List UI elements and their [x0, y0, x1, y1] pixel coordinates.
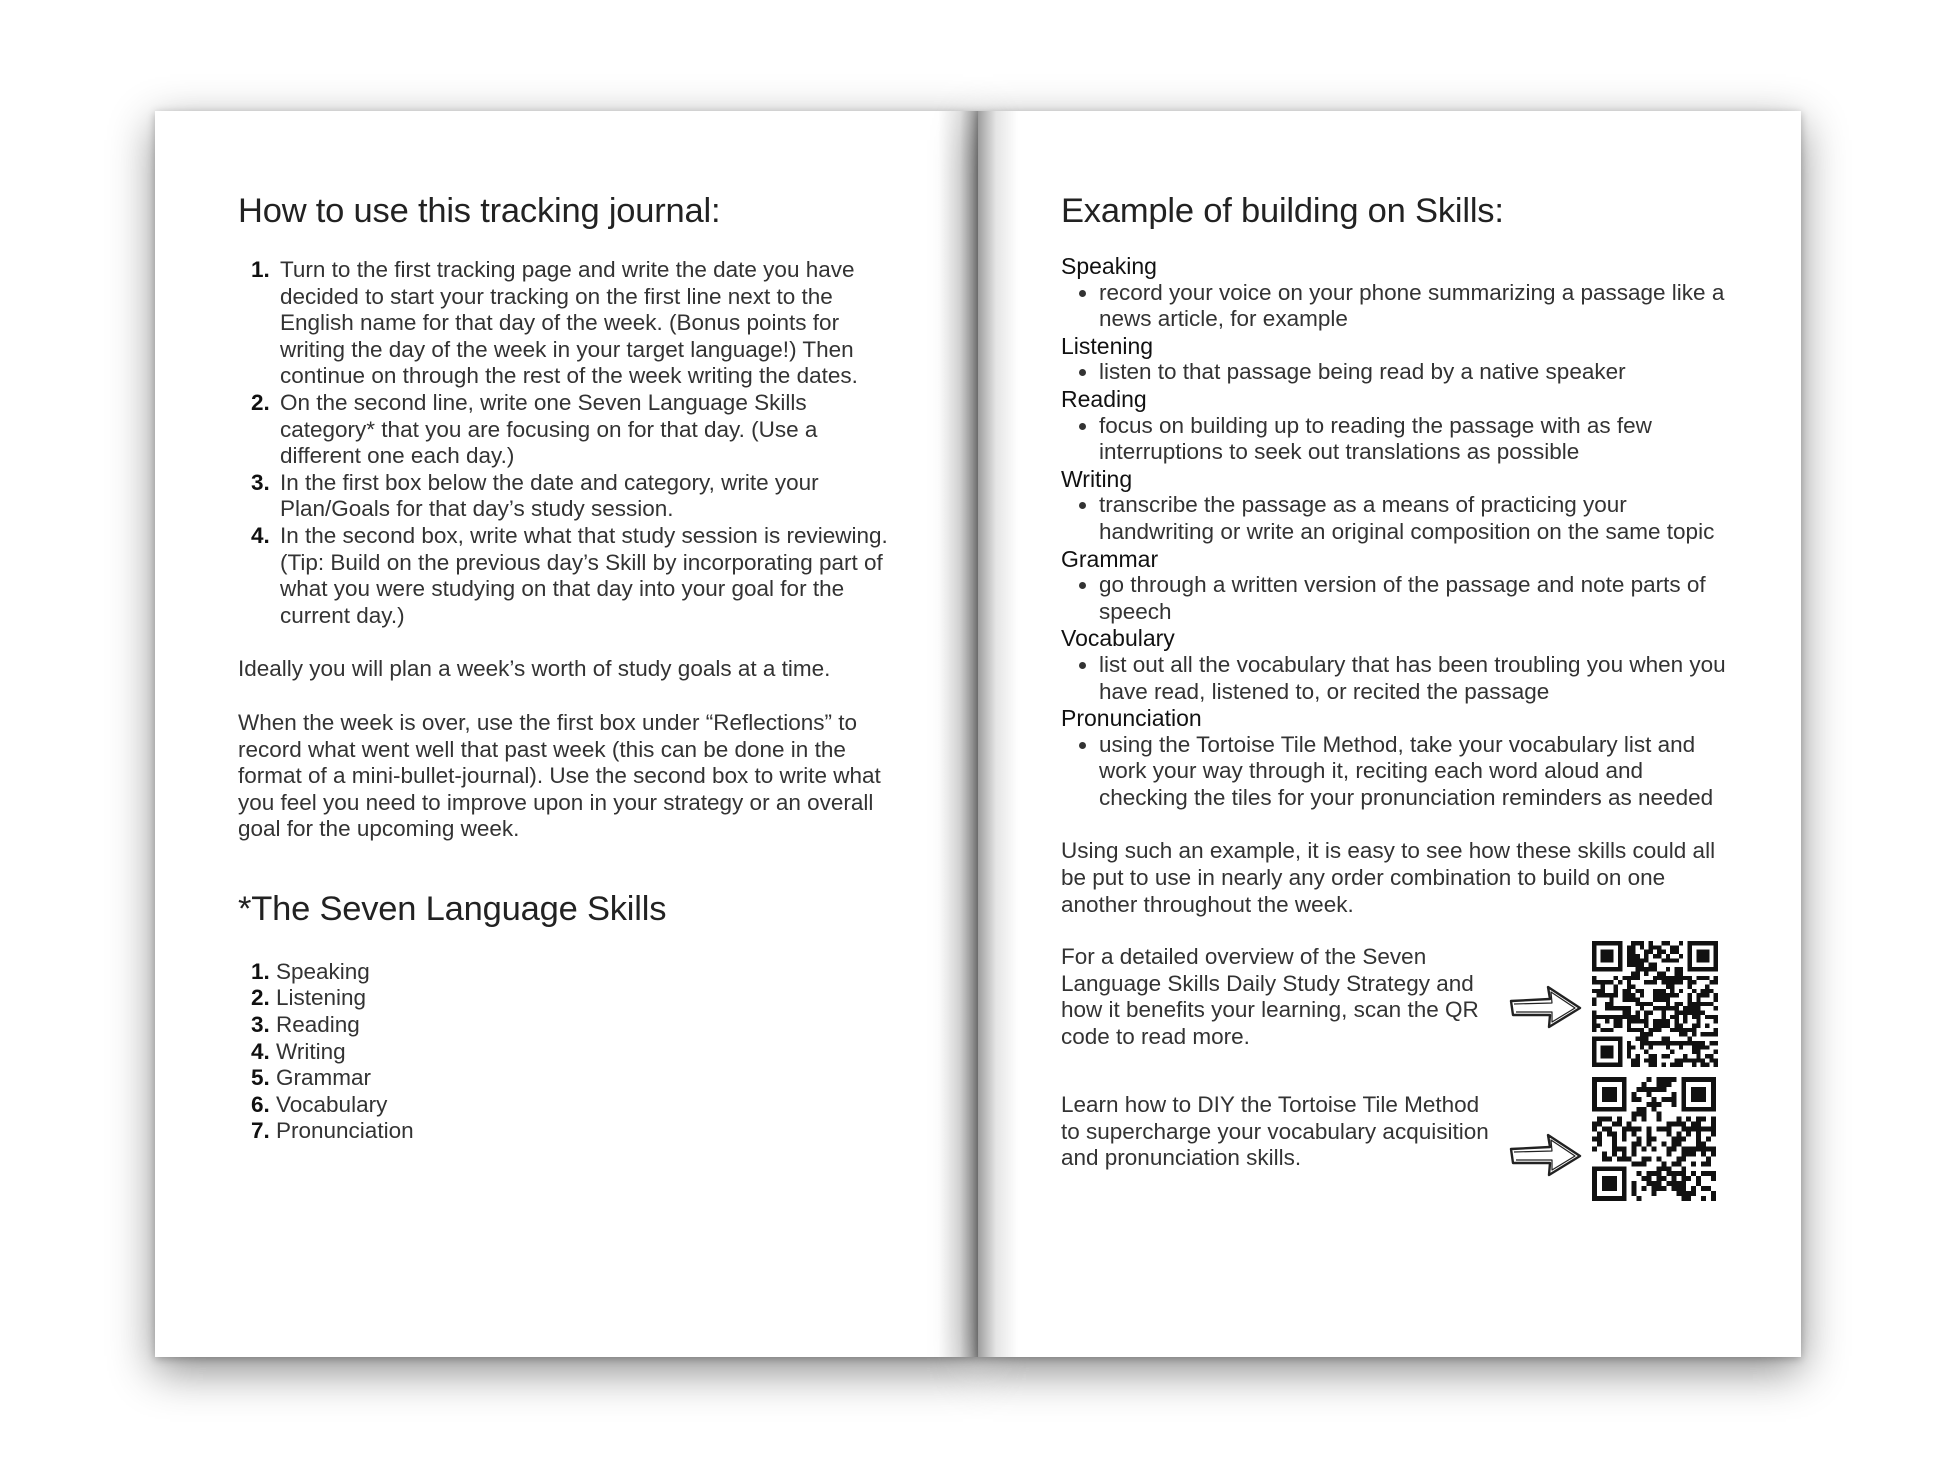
- page-title: Example of building on Skills:: [1061, 192, 1504, 230]
- skills-list: [238, 959, 898, 1145]
- list-item: • transcribe the passage as a means of practicing your handwriting or write an original composition on the same topic: [1099, 492, 1729, 545]
- list-item: • focus on building up to reading the passage with as few interruptions to seek out translations as possible: [1099, 413, 1729, 466]
- skill-bullets: [1061, 572, 1729, 625]
- qr-block: [1061, 944, 1729, 1072]
- skill-bullets: [1061, 359, 1729, 386]
- qr-block: [1061, 1092, 1729, 1218]
- skill-heading: Grammar: [1061, 545, 1159, 572]
- qr-code-icon[interactable]: [1592, 941, 1718, 1067]
- gutter-shadow: [978, 111, 1018, 1357]
- paragraph: When the week is over, use the first box under “Reflections” to record what went well that past week (this can be done in the format of a mini-bullet-journal). Use the second box to write what you feel you need to improve upon in your strategy or an overall goal for the upcoming week.: [238, 709, 881, 842]
- list-item: • go through a written version of the passage and note parts of speech: [1099, 572, 1729, 625]
- right-page-content: [1061, 189, 1729, 1218]
- list-item: 3. In the first box below the date and category, write your Plan/Goals for that day’s study session.: [276, 470, 898, 523]
- skill-heading: Vocabulary: [1061, 625, 1175, 652]
- list-item: • listen to that passage being read by a native speaker: [1099, 359, 1729, 386]
- list-item: 4. In the second box, write what that study session is reviewing. (Tip: Build on the previous day’s Skill by incorporating part of what you were studying on that day into your goal for the current day.): [276, 523, 898, 629]
- list-item: 7. Pronunciation: [276, 1118, 898, 1145]
- skill-heading: Reading: [1061, 385, 1147, 412]
- list-item: 3. Reading: [276, 1012, 898, 1039]
- instruction-steps: [238, 257, 898, 629]
- arrow-right-icon: [1508, 1130, 1584, 1180]
- summary-paragraph: Using such an example, it is easy to see how these skills could all be put to use in nearly any order combination to build on one another throughout the week.: [1061, 838, 1716, 917]
- list-item: • list out all the vocabulary that has been troubling you when you have read, listened to, or recited the passage: [1099, 652, 1729, 705]
- qr-caption: Learn how to DIY the Tortoise Tile Method to supercharge your vocabulary acquisition and pronunciation skills.: [1061, 1092, 1489, 1171]
- section-title: *The Seven Language Skills: [238, 889, 667, 928]
- list-item: 5. Grammar: [276, 1065, 898, 1092]
- gutter-shadow: [938, 111, 978, 1357]
- skill-bullets: [1061, 413, 1729, 466]
- skill-heading: Writing: [1061, 465, 1133, 492]
- left-page-content: [238, 189, 898, 1145]
- right-page: [978, 111, 1801, 1357]
- left-page: [155, 111, 978, 1357]
- skill-bullets: [1061, 492, 1729, 545]
- skill-heading: Speaking: [1061, 253, 1157, 279]
- skill-heading: Pronunciation: [1061, 705, 1202, 732]
- list-item: • using the Tortoise Tile Method, take your vocabulary list and work your way through it, reciting each word aloud and checking the tiles for your pronunciation reminders as needed: [1099, 732, 1729, 812]
- list-item: 1. Speaking: [276, 959, 898, 986]
- list-item: 4. Writing: [276, 1039, 898, 1066]
- list-item: 2. Listening: [276, 985, 898, 1012]
- skill-bullets: [1061, 652, 1729, 705]
- list-item: • record your voice on your phone summarizing a passage like a news article, for example: [1099, 280, 1729, 333]
- page-title: How to use this tracking journal:: [238, 192, 721, 230]
- list-item: 1. Turn to the first tracking page and write the date you have decided to start your tracking on the first line next to the English name for that day of the week. (Bonus points for writing the day of the week in your target language!) Then continue on through the rest of the week writing the dates.: [276, 257, 898, 390]
- qr-code-icon[interactable]: [1592, 1077, 1716, 1201]
- skill-bullets: [1061, 280, 1729, 333]
- skill-heading: Listening: [1061, 332, 1154, 359]
- paragraph: Ideally you will plan a week’s worth of study goals at a time.: [238, 656, 831, 682]
- list-item: 6. Vocabulary: [276, 1092, 898, 1119]
- skill-bullets: [1061, 732, 1729, 812]
- qr-caption: For a detailed overview of the Seven Language Skills Daily Study Strategy and how it benefits your learning, scan the QR code to read more.: [1061, 944, 1479, 1050]
- arrow-right-icon: [1508, 982, 1584, 1032]
- list-item: 2. On the second line, write one Seven Language Skills category* that you are focusing on for that day. (Use a different one each day.): [276, 390, 898, 470]
